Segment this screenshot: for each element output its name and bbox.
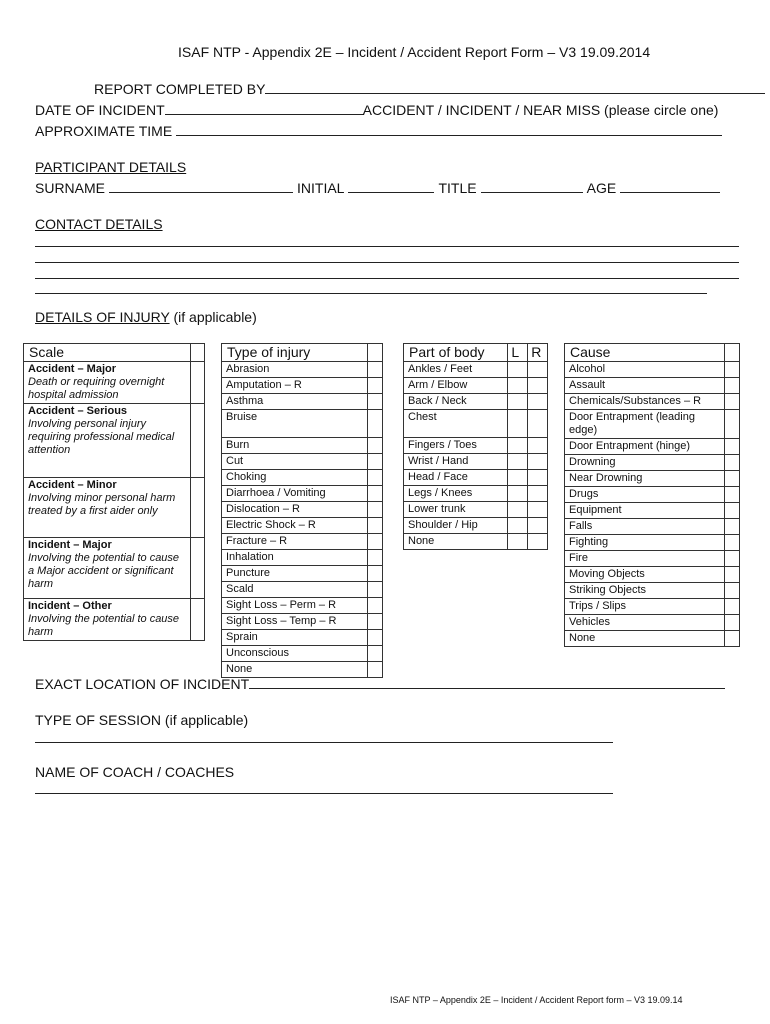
injury-type: Choking [222, 470, 368, 486]
coach-label: NAME OF COACH / COACHES [35, 764, 235, 780]
injury-type-checkbox[interactable] [367, 362, 382, 378]
cause-checkbox[interactable] [724, 567, 739, 583]
details-of-injury-heading [35, 309, 257, 325]
cause-checkbox[interactable] [724, 599, 739, 615]
right-checkbox[interactable] [528, 362, 548, 378]
date-of-incident-field[interactable] [165, 102, 363, 115]
cause-checkbox[interactable] [724, 615, 739, 631]
scale-header: Scale [24, 344, 191, 362]
injury-type-checkbox[interactable] [367, 394, 382, 410]
left-checkbox[interactable] [508, 534, 528, 550]
injury-type-checkbox[interactable] [367, 454, 382, 470]
cause-header-checkbox [724, 344, 739, 362]
left-header: L [508, 344, 528, 362]
body-part: Shoulder / Hip [404, 518, 508, 534]
page-title: ISAF NTP - Appendix 2E – Incident / Accident Report Form – V3 19.09.2014 [178, 44, 651, 60]
cause-checkbox[interactable] [724, 362, 739, 378]
location-row [35, 676, 725, 692]
cause-checkbox[interactable] [724, 439, 739, 455]
injury-type: Unconscious [222, 646, 368, 662]
injury-type-checkbox[interactable] [367, 614, 382, 630]
cause-item: Striking Objects [565, 583, 725, 599]
contact-details-line-3[interactable] [35, 278, 739, 279]
injury-type: Asthma [222, 394, 368, 410]
details-of-injury-note: (if applicable) [173, 309, 257, 325]
body-header: Part of body [404, 344, 508, 362]
cause-item: Vehicles [565, 615, 725, 631]
location-label: EXACT LOCATION OF INCIDENT [35, 676, 250, 692]
body-part: Fingers / Toes [404, 438, 508, 454]
right-checkbox[interactable] [528, 454, 548, 470]
injury-type: None [222, 662, 368, 678]
right-header: R [528, 344, 548, 362]
body-part: None [404, 534, 508, 550]
incident-type-options[interactable]: ACCIDENT / INCIDENT / NEAR MISS (please circle one) [362, 102, 719, 118]
cause-item: None [565, 631, 725, 647]
injury-type-checkbox[interactable] [367, 438, 382, 454]
cause-checkbox[interactable] [724, 519, 739, 535]
surname-field[interactable] [109, 180, 293, 193]
cause-item: Drowning [565, 455, 725, 471]
cause-item: Moving Objects [565, 567, 725, 583]
initial-field[interactable] [348, 180, 434, 193]
injury-type: Bruise [222, 410, 368, 438]
scale-checkbox[interactable] [191, 599, 205, 641]
injury-type: Sight Loss – Temp – R [222, 614, 368, 630]
injury-type-checkbox[interactable] [367, 582, 382, 598]
injury-type: Cut [222, 454, 368, 470]
cause-item: Equipment [565, 503, 725, 519]
injury-type: Sprain [222, 630, 368, 646]
participant-details-row [35, 180, 720, 196]
cause-item: Fire [565, 551, 725, 567]
type-header-checkbox [367, 344, 382, 362]
approximate-time-row [35, 123, 722, 139]
injury-type: Electric Shock – R [222, 518, 368, 534]
body-part: Chest [404, 410, 508, 438]
right-checkbox[interactable] [528, 410, 548, 438]
age-field[interactable] [620, 180, 720, 193]
scale-item: Accident – Major Death or requiring overnight hospital admission [24, 362, 191, 404]
cause-item: Door Entrapment (hinge) [565, 439, 725, 455]
cause-checkbox[interactable] [724, 551, 739, 567]
left-checkbox[interactable] [508, 394, 528, 410]
injury-type: Fracture – R [222, 534, 368, 550]
body-part: Wrist / Hand [404, 454, 508, 470]
surname-label: SURNAME [35, 180, 106, 196]
injury-type: Diarrhoea / Vomiting [222, 486, 368, 502]
location-field[interactable] [249, 676, 725, 689]
report-completed-by-label: REPORT COMPLETED BY [94, 81, 266, 97]
cause-checkbox[interactable] [724, 471, 739, 487]
body-part: Back / Neck [404, 394, 508, 410]
cause-item: Fighting [565, 535, 725, 551]
cause-item: Falls [565, 519, 725, 535]
cause-checkbox[interactable] [724, 503, 739, 519]
scale-item: Incident – Major Involving the potential to cause a Major accident or significant harm [24, 538, 191, 599]
injury-type-checkbox[interactable] [367, 518, 382, 534]
injury-type-checkbox[interactable] [367, 534, 382, 550]
right-checkbox[interactable] [528, 534, 548, 550]
cause-item: Drugs [565, 487, 725, 503]
cause-checkbox[interactable] [724, 487, 739, 503]
right-checkbox[interactable] [528, 438, 548, 454]
type-header: Type of injury [222, 344, 368, 362]
scale-checkbox[interactable] [191, 404, 205, 478]
contact-details-line-4[interactable] [35, 293, 707, 294]
scale-checkbox[interactable] [191, 478, 205, 538]
cause-checkbox[interactable] [724, 631, 739, 647]
injury-type-checkbox[interactable] [367, 486, 382, 502]
body-part: Legs / Knees [404, 486, 508, 502]
report-completed-by-row [94, 81, 765, 97]
coach-field[interactable] [35, 793, 613, 794]
report-completed-by-field[interactable] [265, 81, 765, 94]
injury-type: Burn [222, 438, 368, 454]
injury-type-checkbox[interactable] [367, 502, 382, 518]
injury-type-checkbox[interactable] [367, 630, 382, 646]
page-footer: ISAF NTP – Appendix 2E – Incident / Accident Report form – V3 19.09.14 [390, 995, 683, 1005]
injury-type: Abrasion [222, 362, 368, 378]
body-part: Head / Face [404, 470, 508, 486]
left-checkbox[interactable] [508, 470, 528, 486]
left-checkbox[interactable] [508, 378, 528, 394]
scale-checkbox[interactable] [191, 538, 205, 599]
date-of-incident-row [35, 102, 718, 118]
injury-type: Amputation – R [222, 378, 368, 394]
right-checkbox[interactable] [528, 470, 548, 486]
right-checkbox[interactable] [528, 518, 548, 534]
cause-item: Alcohol [565, 362, 725, 378]
type-of-injury-table [221, 343, 383, 678]
age-label: AGE [586, 180, 617, 196]
body-part: Arm / Elbow [404, 378, 508, 394]
scale-item: Accident – Serious Involving personal injury requiring professional medical attention [24, 404, 191, 478]
cause-item: Near Drowning [565, 471, 725, 487]
left-checkbox[interactable] [508, 410, 528, 438]
cause-checkbox[interactable] [724, 394, 739, 410]
injury-type-checkbox[interactable] [367, 598, 382, 614]
left-checkbox[interactable] [508, 502, 528, 518]
part-of-body-table [403, 343, 548, 550]
injury-type: Puncture [222, 566, 368, 582]
injury-type-checkbox[interactable] [367, 646, 382, 662]
injury-type-checkbox[interactable] [367, 566, 382, 582]
cause-item: Trips / Slips [565, 599, 725, 615]
left-checkbox[interactable] [508, 362, 528, 378]
initial-label: INITIAL [297, 180, 345, 196]
cause-item: Door Entrapment (leading edge) [565, 410, 725, 439]
date-of-incident-label: DATE OF INCIDENT [35, 102, 165, 118]
cause-checkbox[interactable] [724, 455, 739, 471]
injury-type: Scald [222, 582, 368, 598]
cause-checkbox[interactable] [724, 410, 739, 439]
cause-checkbox[interactable] [724, 378, 739, 394]
title-label: TITLE [438, 180, 477, 196]
cause-checkbox[interactable] [724, 535, 739, 551]
right-checkbox[interactable] [528, 502, 548, 518]
left-checkbox[interactable] [508, 486, 528, 502]
left-checkbox[interactable] [508, 454, 528, 470]
title-field[interactable] [481, 180, 583, 193]
contact-details-line-1[interactable] [35, 246, 739, 247]
cause-header: Cause [565, 344, 725, 362]
injury-type-checkbox[interactable] [367, 470, 382, 486]
right-checkbox[interactable] [528, 486, 548, 502]
body-part: Lower trunk [404, 502, 508, 518]
session-label: TYPE OF SESSION (if applicable) [35, 712, 249, 728]
cause-item: Assault [565, 378, 725, 394]
injury-type-checkbox[interactable] [367, 410, 382, 438]
approximate-time-field[interactable] [176, 123, 722, 136]
injury-type-checkbox[interactable] [367, 550, 382, 566]
scale-item: Incident – Other Involving the potential to cause harm [24, 599, 191, 641]
details-of-injury-title: DETAILS OF INJURY [35, 309, 170, 325]
right-checkbox[interactable] [528, 394, 548, 410]
scale-item: Accident – Minor Involving minor personal harm treated by a first aider only [24, 478, 191, 538]
scale-table [23, 343, 205, 641]
left-checkbox[interactable] [508, 518, 528, 534]
injury-type: Sight Loss – Perm – R [222, 598, 368, 614]
contact-details-heading: CONTACT DETAILS [35, 216, 163, 232]
approximate-time-label: APPROXIMATE TIME [35, 123, 173, 139]
cause-checkbox[interactable] [724, 583, 739, 599]
participant-details-heading: PARTICIPANT DETAILS [35, 159, 187, 175]
injury-type: Dislocation – R [222, 502, 368, 518]
injury-type-checkbox[interactable] [367, 378, 382, 394]
scale-checkbox[interactable] [191, 362, 205, 404]
injury-type: Inhalation [222, 550, 368, 566]
left-checkbox[interactable] [508, 438, 528, 454]
cause-table [564, 343, 740, 647]
session-field[interactable] [35, 742, 613, 743]
scale-header-checkbox [191, 344, 205, 362]
right-checkbox[interactable] [528, 378, 548, 394]
cause-item: Chemicals/Substances – R [565, 394, 725, 410]
contact-details-line-2[interactable] [35, 262, 739, 263]
body-part: Ankles / Feet [404, 362, 508, 378]
